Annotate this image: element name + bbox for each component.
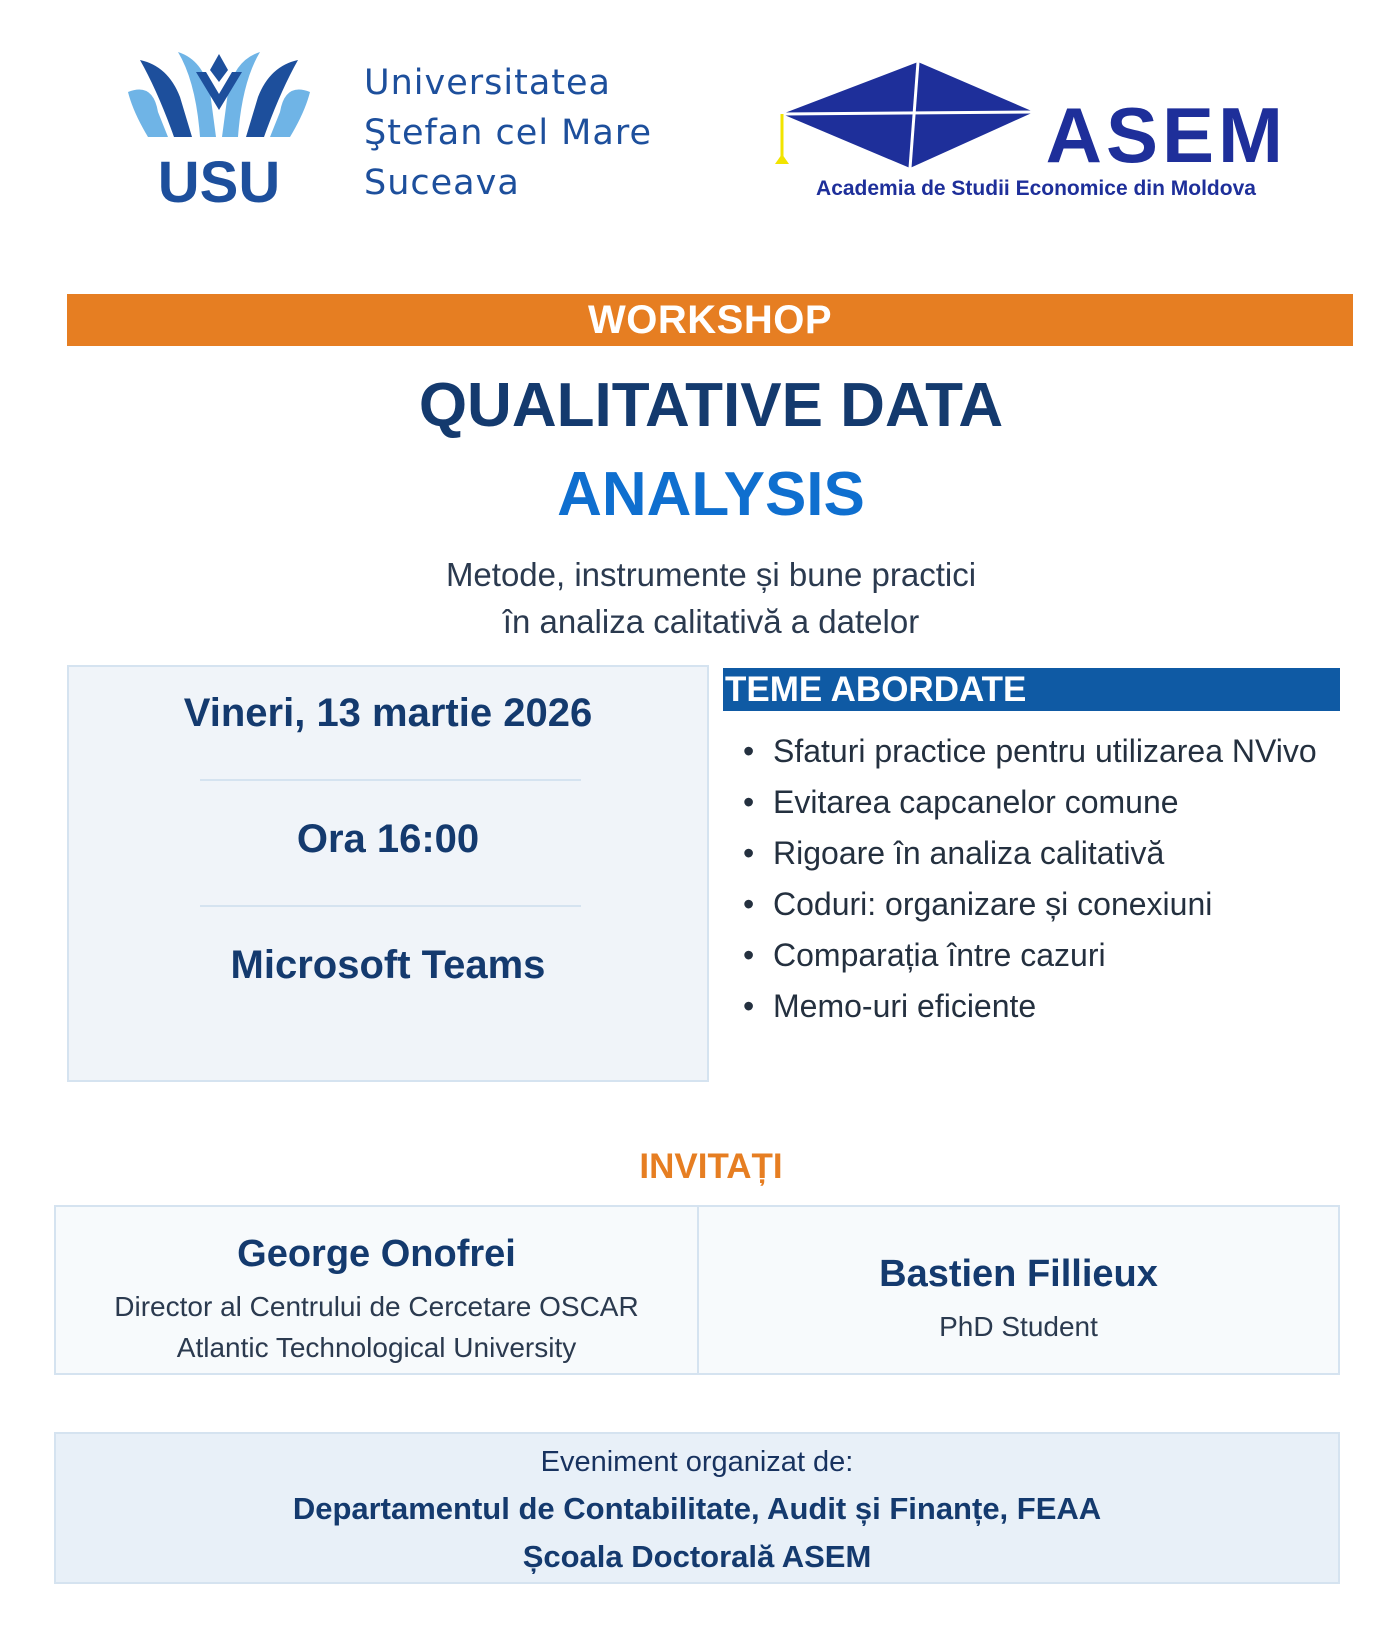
event-subtitle [0, 551, 1374, 645]
guest-name: Bastien Fillieux [879, 1253, 1158, 1295]
topic-item: • Coduri: organizare și conexiuni [743, 883, 1343, 926]
topic-item: • Comparația între cazuri [743, 934, 1343, 977]
topic-item: • Evitarea capcanelor comune [743, 781, 1343, 824]
guest-role-line-1: PhD Student [939, 1311, 1098, 1342]
topics-heading: TEME ABORDATE [723, 668, 1340, 711]
bullet-icon: • [743, 784, 755, 820]
asem-subtitle: Academia de Studii Economice din Moldova [816, 177, 1256, 200]
guests-heading: INVITAȚI [639, 1147, 783, 1186]
organizer-line-1: Departamentul de Contabilitate, Audit și Finanțe, FEAA [292, 1491, 1102, 1526]
guest-role-line-2: Atlantic Technological University [176, 1332, 577, 1363]
bullet-icon: • [743, 886, 755, 922]
organizers-panel [54, 1432, 1340, 1584]
event-date: Vineri, 13 martie 2026 [183, 691, 593, 735]
bullet-icon: • [743, 835, 755, 871]
workshop-banner: WORKSHOP [67, 294, 1353, 346]
guest-card [54, 1205, 699, 1375]
asem-tassel [775, 154, 789, 164]
title-line-2: ANALYSIS [557, 460, 865, 529]
asem-mortarboard-icon [772, 58, 1294, 176]
usu-name-line-3: Suceava [364, 163, 520, 203]
guest-card [697, 1205, 1340, 1375]
subtitle-line-2: în analiza calitativă a datelor [502, 603, 920, 640]
usu-emblem-icon [128, 52, 310, 210]
event-time: Ora 16:00 [296, 817, 480, 861]
title-line-1: QUALITATIVE DATA [418, 371, 1004, 440]
guest-name: George Onofrei [237, 1233, 516, 1275]
topic-item: • Memo-uri eficiente [743, 985, 1343, 1028]
guest-role-line-1: Director al Centrului de Cercetare OSCAR [114, 1291, 639, 1322]
topics-list [743, 730, 1343, 1036]
usu-name-line-2: Ştefan cel Mare [364, 113, 652, 153]
event-platform: Microsoft Teams [230, 943, 546, 987]
usu-center-diamond [210, 54, 228, 82]
subtitle-line-1: Metode, instrumente și bune practici [445, 556, 977, 593]
bullet-icon: • [743, 988, 755, 1024]
event-details-panel [67, 665, 709, 1082]
topic-item: • Sfaturi practice pentru utilizarea NVivo [743, 730, 1343, 773]
usu-name-line-1: Universitatea [364, 63, 611, 103]
topic-item: • Rigoare în analiza calitativă [743, 832, 1343, 875]
organizer-line-2: Școala Doctorală ASEM [522, 1539, 872, 1574]
divider [200, 779, 581, 781]
asem-wordmark: ASEM [1045, 91, 1287, 176]
bullet-icon: • [743, 733, 755, 769]
asem-cap-line-h [782, 112, 1034, 114]
usu-monogram: USU [157, 150, 281, 210]
organizers-label: Eveniment organizat de: [540, 1446, 854, 1478]
bullet-icon: • [743, 937, 755, 973]
divider [200, 905, 581, 907]
